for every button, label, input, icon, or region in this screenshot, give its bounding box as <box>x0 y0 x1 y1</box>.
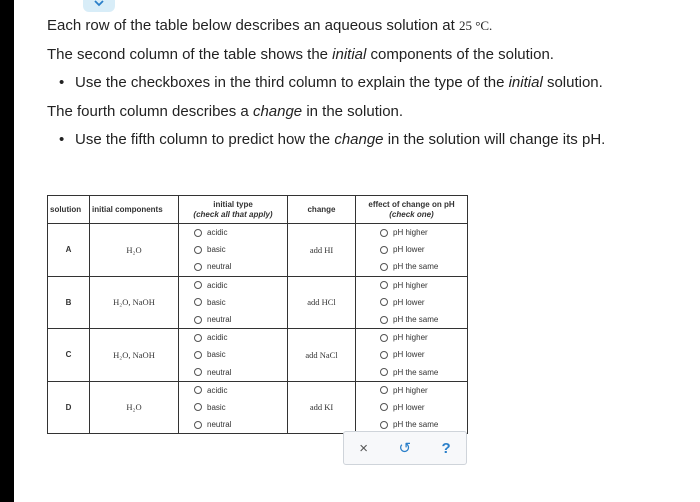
radio-circle-icon[interactable] <box>194 316 202 324</box>
solution-label-cell: A <box>48 241 90 258</box>
change-cell <box>288 329 356 347</box>
radio-circle-icon[interactable] <box>380 298 388 306</box>
table-row <box>48 258 468 276</box>
components-cell <box>90 329 179 347</box>
effect-option-1-1[interactable] <box>356 294 467 311</box>
radio-circle-icon[interactable] <box>380 334 388 342</box>
type-option-label: acidic <box>207 333 228 343</box>
radio-circle-icon[interactable] <box>194 403 202 411</box>
solution-label-cell <box>48 224 90 242</box>
effect-option-0-2[interactable] <box>356 258 467 275</box>
type-option-label: acidic <box>207 385 228 395</box>
radio-circle-icon[interactable] <box>194 298 202 306</box>
radio-circle-icon[interactable] <box>380 403 388 411</box>
table-row <box>48 364 468 382</box>
components-cell: H₂O, NaOH <box>90 294 179 311</box>
intro-bullet-2: • Use the fifth column to predict how the change in the solution will change its pH. <box>59 131 606 148</box>
radio-circle-icon[interactable] <box>194 281 202 289</box>
radio-circle-icon[interactable] <box>194 246 202 254</box>
radio-circle-icon[interactable] <box>194 421 202 429</box>
effect-option-label: pH higher <box>393 280 428 290</box>
radio-circle-icon[interactable] <box>380 351 388 359</box>
effect-option-label: pH the same <box>393 262 439 272</box>
components-cell: H₂O, NaOH <box>90 346 179 363</box>
type-option-label: acidic <box>207 228 228 238</box>
help-button[interactable]: ? <box>441 439 451 457</box>
components-cell <box>90 258 179 276</box>
effect-option-label: pH lower <box>393 350 425 360</box>
type-option-cell <box>179 381 288 399</box>
radio-circle-icon[interactable] <box>380 421 388 429</box>
effect-option-0-0[interactable] <box>356 224 467 241</box>
type-option-cell <box>179 346 288 363</box>
radio-circle-icon[interactable] <box>380 386 388 394</box>
header-type: initial type (check all that apply) <box>179 196 288 224</box>
effect-option-1-0[interactable] <box>356 277 467 294</box>
table-row <box>48 224 468 242</box>
change-cell <box>288 276 356 294</box>
effect-option-cell <box>356 346 468 363</box>
header-solution: solution <box>48 196 90 224</box>
intro-bullet-1: • Use the checkboxes in the third column to explain the type of the initial solution. <box>59 74 603 91</box>
effect-option-label: pH higher <box>393 333 428 343</box>
type-option-cell <box>179 258 288 276</box>
type-option-cell <box>179 276 288 294</box>
effect-option-cell <box>356 329 468 347</box>
effect-option-label: pH lower <box>393 297 425 307</box>
radio-circle-icon[interactable] <box>194 263 202 271</box>
solution-label-cell <box>48 329 90 347</box>
solution-label-cell <box>48 311 90 329</box>
table-row <box>48 276 468 294</box>
type-option-0-0[interactable] <box>179 224 287 241</box>
type-option-label: basic <box>207 297 226 307</box>
solution-label-cell: B <box>48 294 90 311</box>
change-cell: add HCl <box>288 294 356 311</box>
collapse-toggle[interactable] <box>83 0 115 12</box>
change-cell <box>288 258 356 276</box>
effect-option-cell <box>356 241 468 258</box>
radio-circle-icon[interactable] <box>194 351 202 359</box>
radio-circle-icon[interactable] <box>194 368 202 376</box>
intro-line-1: Each row of the table below describes an aqueous solution at 25 °C. <box>47 17 493 34</box>
change-cell <box>288 311 356 329</box>
type-option-1-0[interactable] <box>179 277 287 294</box>
radio-circle-icon[interactable] <box>194 229 202 237</box>
effect-option-2-1[interactable] <box>356 346 467 363</box>
type-option-3-2[interactable] <box>179 416 287 433</box>
instructions <box>47 12 687 155</box>
effect-option-cell <box>356 364 468 382</box>
change-cell <box>288 381 356 399</box>
solution-label-cell: C <box>48 346 90 363</box>
solutions-table <box>47 195 468 434</box>
type-option-3-1[interactable] <box>179 399 287 416</box>
effect-option-1-2[interactable] <box>356 311 467 328</box>
type-option-cell <box>179 294 288 311</box>
type-option-label: neutral <box>207 315 232 325</box>
components-cell <box>90 381 179 399</box>
effect-option-cell <box>356 294 468 311</box>
action-bar <box>343 431 467 465</box>
components-cell: H₂O <box>90 399 179 416</box>
header-change: change <box>288 196 356 224</box>
type-option-0-2[interactable] <box>179 258 287 275</box>
radio-circle-icon[interactable] <box>380 368 388 376</box>
type-option-cell <box>179 364 288 382</box>
effect-option-label: pH lower <box>393 402 425 412</box>
effect-option-label: pH lower <box>393 245 425 255</box>
type-option-cell <box>179 224 288 242</box>
effect-option-label: pH the same <box>393 367 439 377</box>
effect-option-label: pH higher <box>393 385 428 395</box>
type-option-1-1[interactable] <box>179 294 287 311</box>
type-option-2-0[interactable] <box>179 329 287 346</box>
solution-label-cell <box>48 276 90 294</box>
type-option-1-2[interactable] <box>179 311 287 328</box>
effect-option-3-1[interactable] <box>356 399 467 416</box>
type-option-3-0[interactable] <box>179 382 287 399</box>
effect-option-2-0[interactable] <box>356 329 467 346</box>
clear-button[interactable]: × <box>359 439 368 457</box>
solution-label-cell: D <box>48 399 90 416</box>
radio-circle-icon[interactable] <box>380 246 388 254</box>
change-cell <box>288 224 356 242</box>
components-cell: H₂O <box>90 241 179 258</box>
effect-option-cell <box>356 258 468 276</box>
radio-circle-icon[interactable] <box>380 316 388 324</box>
table-row <box>48 346 468 363</box>
change-cell: add NaCl <box>288 346 356 363</box>
header-effect: effect of change on pH (check one) <box>356 196 468 224</box>
effect-option-cell <box>356 311 468 329</box>
effect-option-0-1[interactable] <box>356 241 467 258</box>
components-cell <box>90 364 179 382</box>
solution-label-cell <box>48 258 90 276</box>
effect-option-label: pH the same <box>393 420 439 430</box>
solution-label-cell <box>48 381 90 399</box>
type-option-cell <box>179 329 288 347</box>
table-row <box>48 381 468 399</box>
radio-circle-icon[interactable] <box>380 263 388 271</box>
effect-option-cell <box>356 381 468 399</box>
change-cell <box>288 364 356 382</box>
table-row <box>48 311 468 329</box>
change-cell: add HI <box>288 241 356 258</box>
intro-line-3: The fourth column describes a change in the solution. <box>47 102 404 120</box>
intro-line-2: The second column of the table shows the initial components of the solution. <box>47 45 554 63</box>
type-option-label: neutral <box>207 367 232 377</box>
effect-option-2-2[interactable] <box>356 364 467 381</box>
solution-label-cell <box>48 364 90 382</box>
components-cell <box>90 224 179 242</box>
table-row <box>48 329 468 347</box>
type-option-label: neutral <box>207 262 232 272</box>
header-components: initial components <box>90 196 179 224</box>
chevron-down-icon <box>94 0 104 7</box>
type-option-label: basic <box>207 245 226 255</box>
effect-option-cell <box>356 399 468 416</box>
table-row <box>48 241 468 258</box>
type-option-label: acidic <box>207 280 228 290</box>
effect-option-label: pH the same <box>393 315 439 325</box>
components-cell <box>90 311 179 329</box>
type-option-cell <box>179 311 288 329</box>
type-option-cell <box>179 399 288 416</box>
type-option-label: neutral <box>207 420 232 430</box>
type-option-label: basic <box>207 350 226 360</box>
type-option-label: basic <box>207 402 226 412</box>
type-option-2-1[interactable] <box>179 346 287 363</box>
radio-circle-icon[interactable] <box>380 229 388 237</box>
type-option-cell <box>179 241 288 258</box>
radio-circle-icon[interactable] <box>380 281 388 289</box>
type-option-0-1[interactable] <box>179 241 287 258</box>
effect-option-cell <box>356 276 468 294</box>
effect-option-cell <box>356 224 468 242</box>
effect-option-label: pH higher <box>393 228 428 238</box>
components-cell <box>90 276 179 294</box>
solution-label-cell <box>48 416 90 434</box>
components-cell <box>90 416 179 434</box>
type-option-2-2[interactable] <box>179 364 287 381</box>
change-cell: add KI <box>288 399 356 416</box>
undo-button[interactable]: ↺ <box>398 440 412 457</box>
type-option-cell <box>179 416 288 434</box>
table-row <box>48 399 468 416</box>
radio-circle-icon[interactable] <box>194 386 202 394</box>
radio-circle-icon[interactable] <box>194 334 202 342</box>
left-edge-strip <box>0 0 14 502</box>
effect-option-3-0[interactable] <box>356 382 467 399</box>
table-row <box>48 294 468 311</box>
